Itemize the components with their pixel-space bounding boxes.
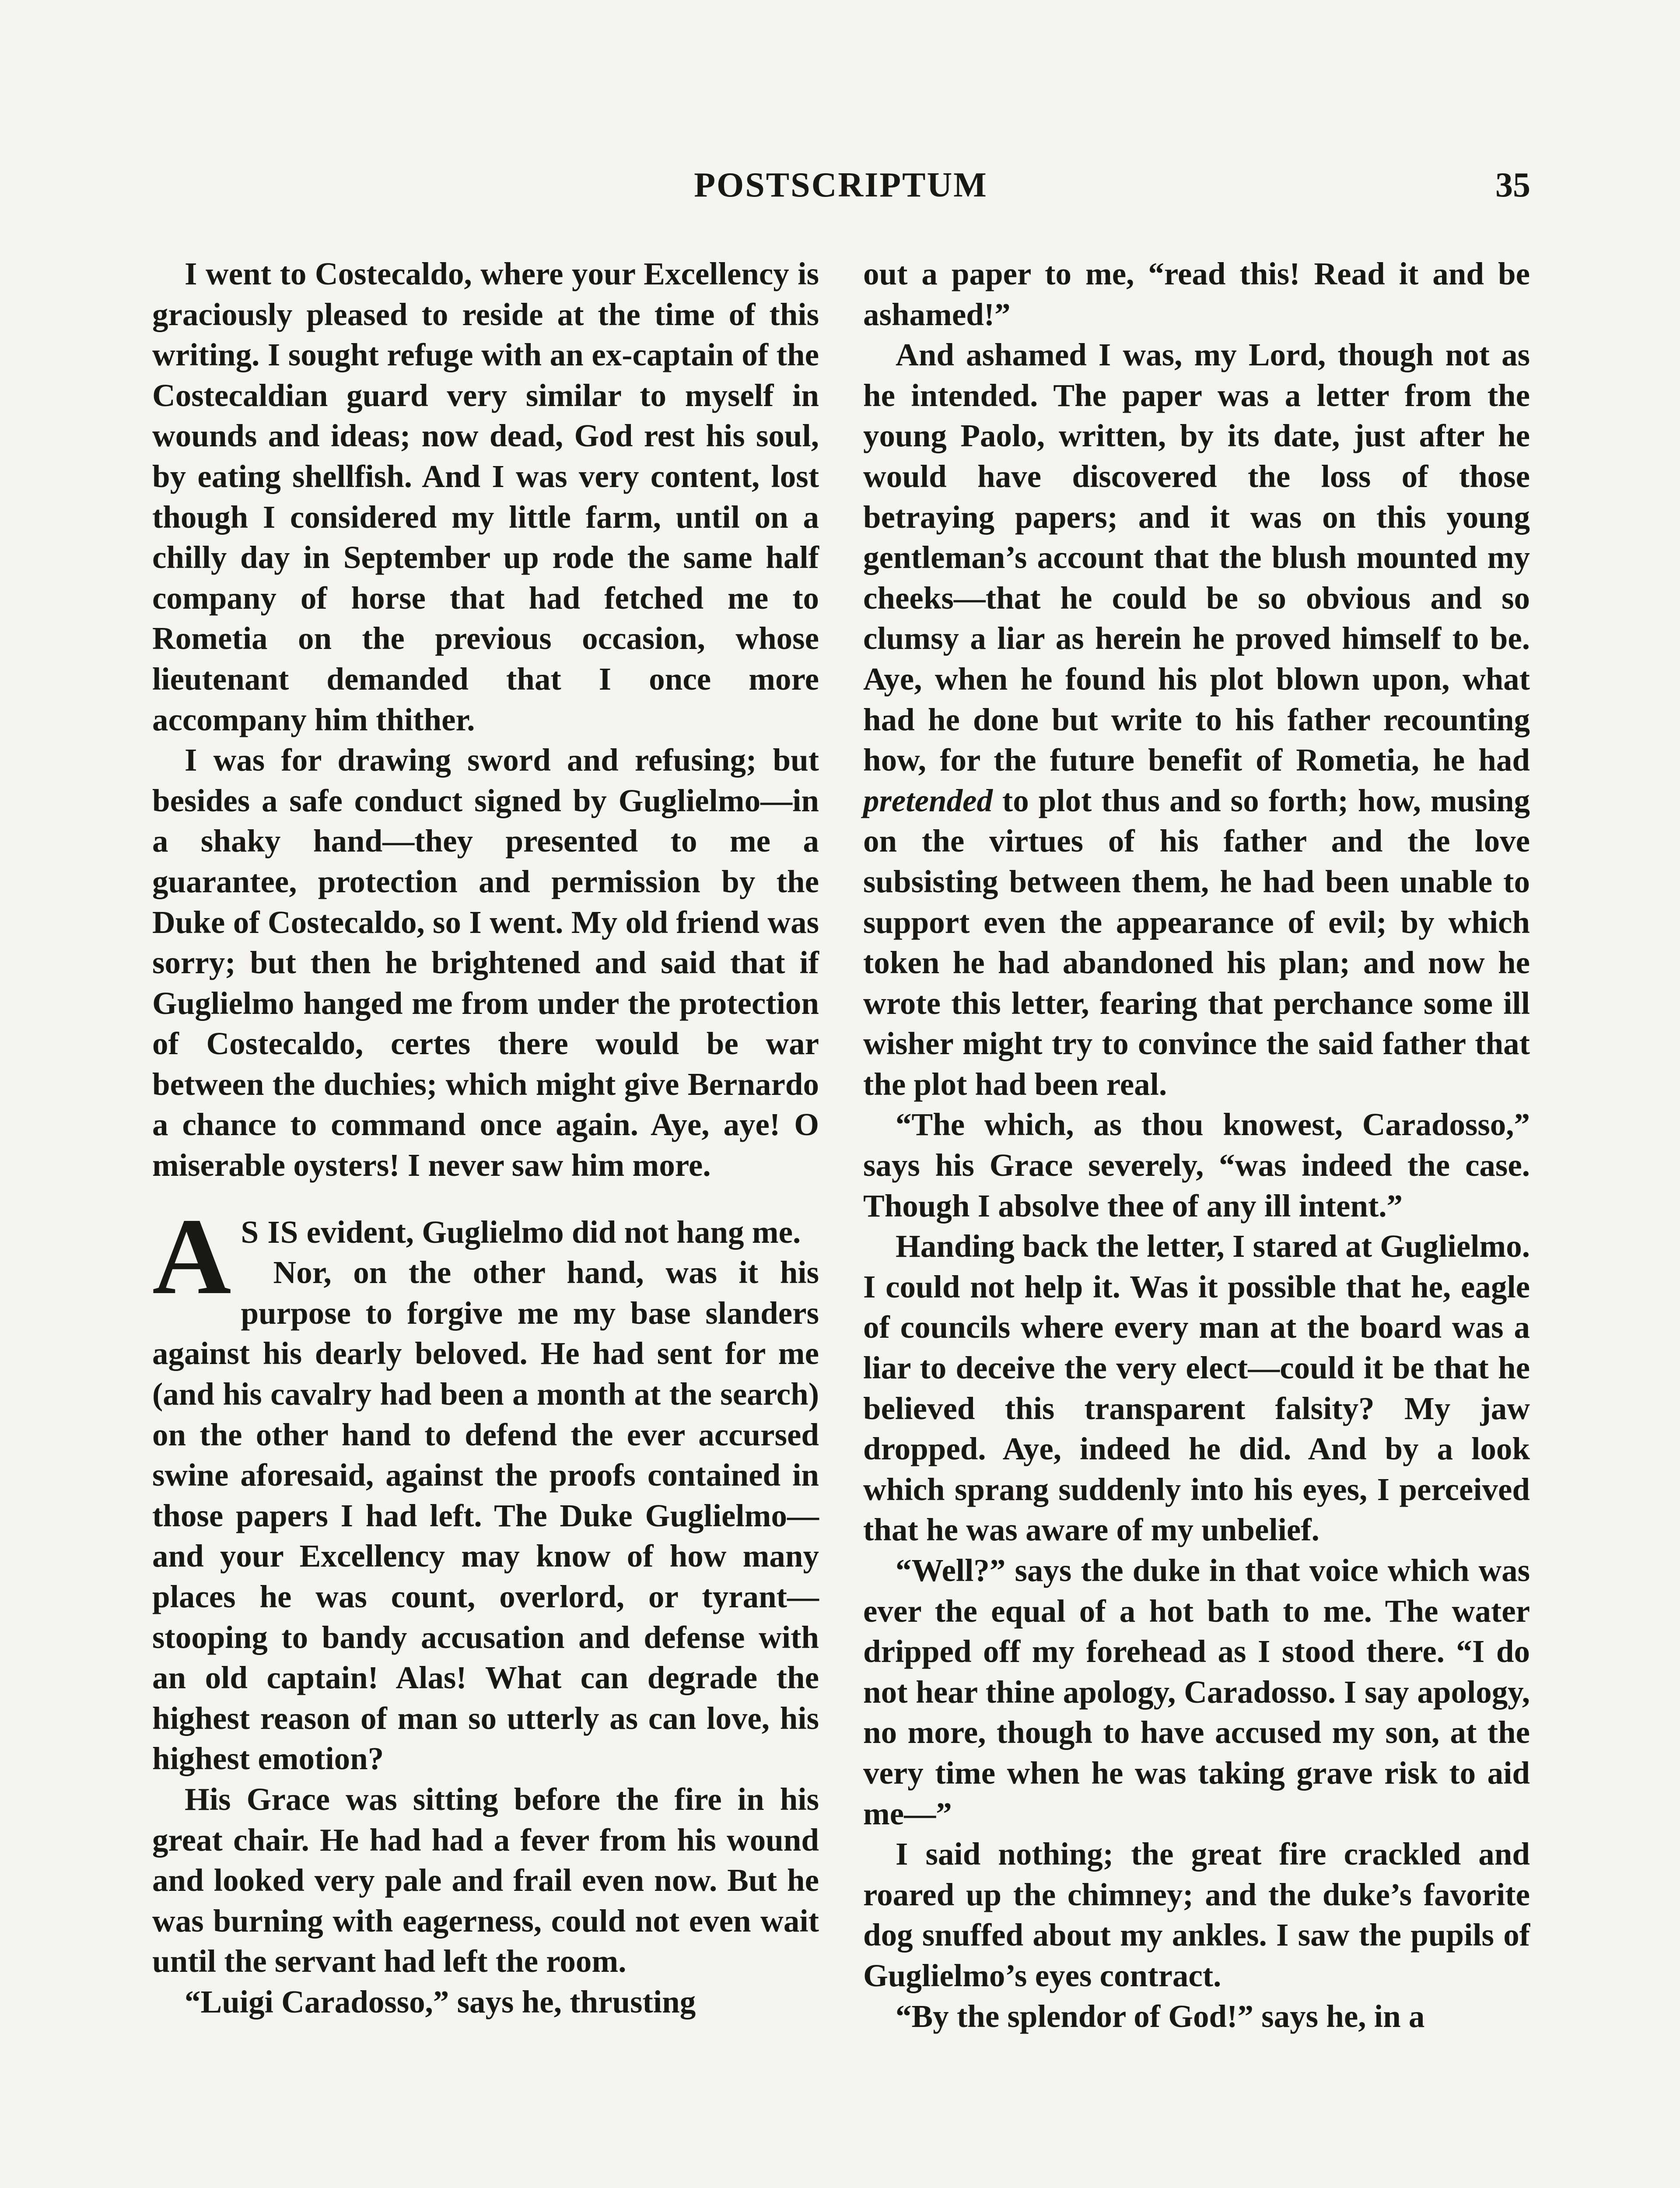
page-number: 35 — [1495, 166, 1530, 204]
section-opening-text: evident, Guglielmo did not hang me. — [298, 1214, 801, 1250]
paragraph — [863, 335, 1530, 1105]
paragraph-text: And ashamed I was, my Lord, though not as he intended. The paper was a letter from the young Paolo, written, by its date, just after he would have discovered the loss of those betraying papers; and it was on this young gentleman’s account that the blush mounted my cheeks—that he could be so obvious and so clumsy a liar as herein he proved himself to be. Aye, when he found his plot blown upon, what had he done but write to his father recounting how, for the future benefit of Rometia, he had — [863, 337, 1530, 778]
italic-word: pretended — [863, 782, 993, 818]
paragraph: Nor, on the other hand, was it his purpose to forgive me my base slanders against his dearly beloved. He had sent for me (and his cavalry had been a month at the search) on the other hand to defend the ever accursed swine aforesaid, against the proofs contained in those papers I had left. The Duke Guglielmo—and your Excellency may know of how many places he was count, overlord, or tyrant—stooping to bandy accusation and defense with an old captain! Alas! What can degrade the highest reason of man so utterly as can love, his highest emotion? — [152, 1255, 819, 1777]
paragraph-continued: out a paper to me, “read this! Read it and be ashamed!” — [863, 256, 1530, 332]
paragraph-text: to plot thus and so forth; how, musing on the virtues of his father and the love subsisting between them, he had been unable to support even the appearance of evil; by which token he had abandoned his plan; and now he wrote this letter, fearing that perchance some ill wisher might try to convince the said father that the plot had been real. — [863, 782, 1530, 1102]
section-lead-words: S IS — [241, 1214, 299, 1250]
paragraph: “Luigi Caradosso,” says he, thrusting — [185, 1984, 696, 2020]
running-title: POSTSCRIPTUM — [694, 166, 988, 204]
drop-cap: A — [152, 1196, 231, 1317]
paragraph: “Well?” says the duke in that voice which was ever the equal of a hot bath to me. The water dripped off my forehead as I stood there. “I do not hear thine apology, Caradosso. I say apology, no more, though to have accused my son, at the very time when he was taking grave risk to aid me—” — [863, 1553, 1530, 1831]
running-header — [151, 165, 1530, 222]
paragraph: “By the splendor of God!” says he, in a — [896, 1998, 1425, 2034]
paragraph: I said nothing; the great fire crackled and roared up the chimney; and the duke’s favorite dog snuffed about my ankles. I saw the pupils of Guglielmo’s eyes contract. — [863, 1836, 1530, 1993]
paragraph: I went to Costecaldo, where your Excellency is graciously pleased to reside at the time of this writing. I sought refuge with an ex-captain of the Costecaldian guard very similar to myself in wounds and ideas; now dead, God rest his soul, by eating shellfish. And I was very content, lost though I considered my little farm, until on a chilly day in September up rode the same half company of horse that had fetched me to Rometia on the previous occasion, whose lieutenant demanded that I once more accompany him thither. — [152, 256, 819, 737]
section-opening-paragraph — [152, 1196, 819, 1317]
paragraph: “The which, as thou knowest, Caradosso,” says his Grace severely, “was indeed the case. Though I absolve thee of any ill intent.” — [863, 1107, 1530, 1224]
paragraph: His Grace was sitting before the fire in his great chair. He had had a fever from his wound and looked very pale and frail even now. But he was burning with eagerness, could not even wait until the servant had left the room. — [152, 1781, 819, 1979]
right-column — [863, 254, 1530, 2037]
left-column — [152, 254, 819, 2023]
paragraph: I was for drawing sword and refusing; but besides a safe conduct signed by Guglielmo—in a shaky hand—they presented to me a guarantee, protection and permission by the Duke of Costecaldo, so I went. My old friend was sorry; but then he brightened and said that if Guglielmo hanged me from under the protection of Costecaldo, certes there would be war between the duchies; which might give Bernardo a chance to command once again. Aye, aye! O miserable oysters! I never saw him more. — [152, 742, 819, 1183]
paragraph: Handing back the letter, I stared at Guglielmo. I could not help it. Was it possible that he, eagle of councils where every man at the board was a liar to deceive the very elect—could it be that he believed this transparent falsity? My jaw dropped. Aye, indeed he did. And by a look which sprang suddenly into his eyes, I perceived that he was aware of my unbelief. — [863, 1228, 1530, 1548]
